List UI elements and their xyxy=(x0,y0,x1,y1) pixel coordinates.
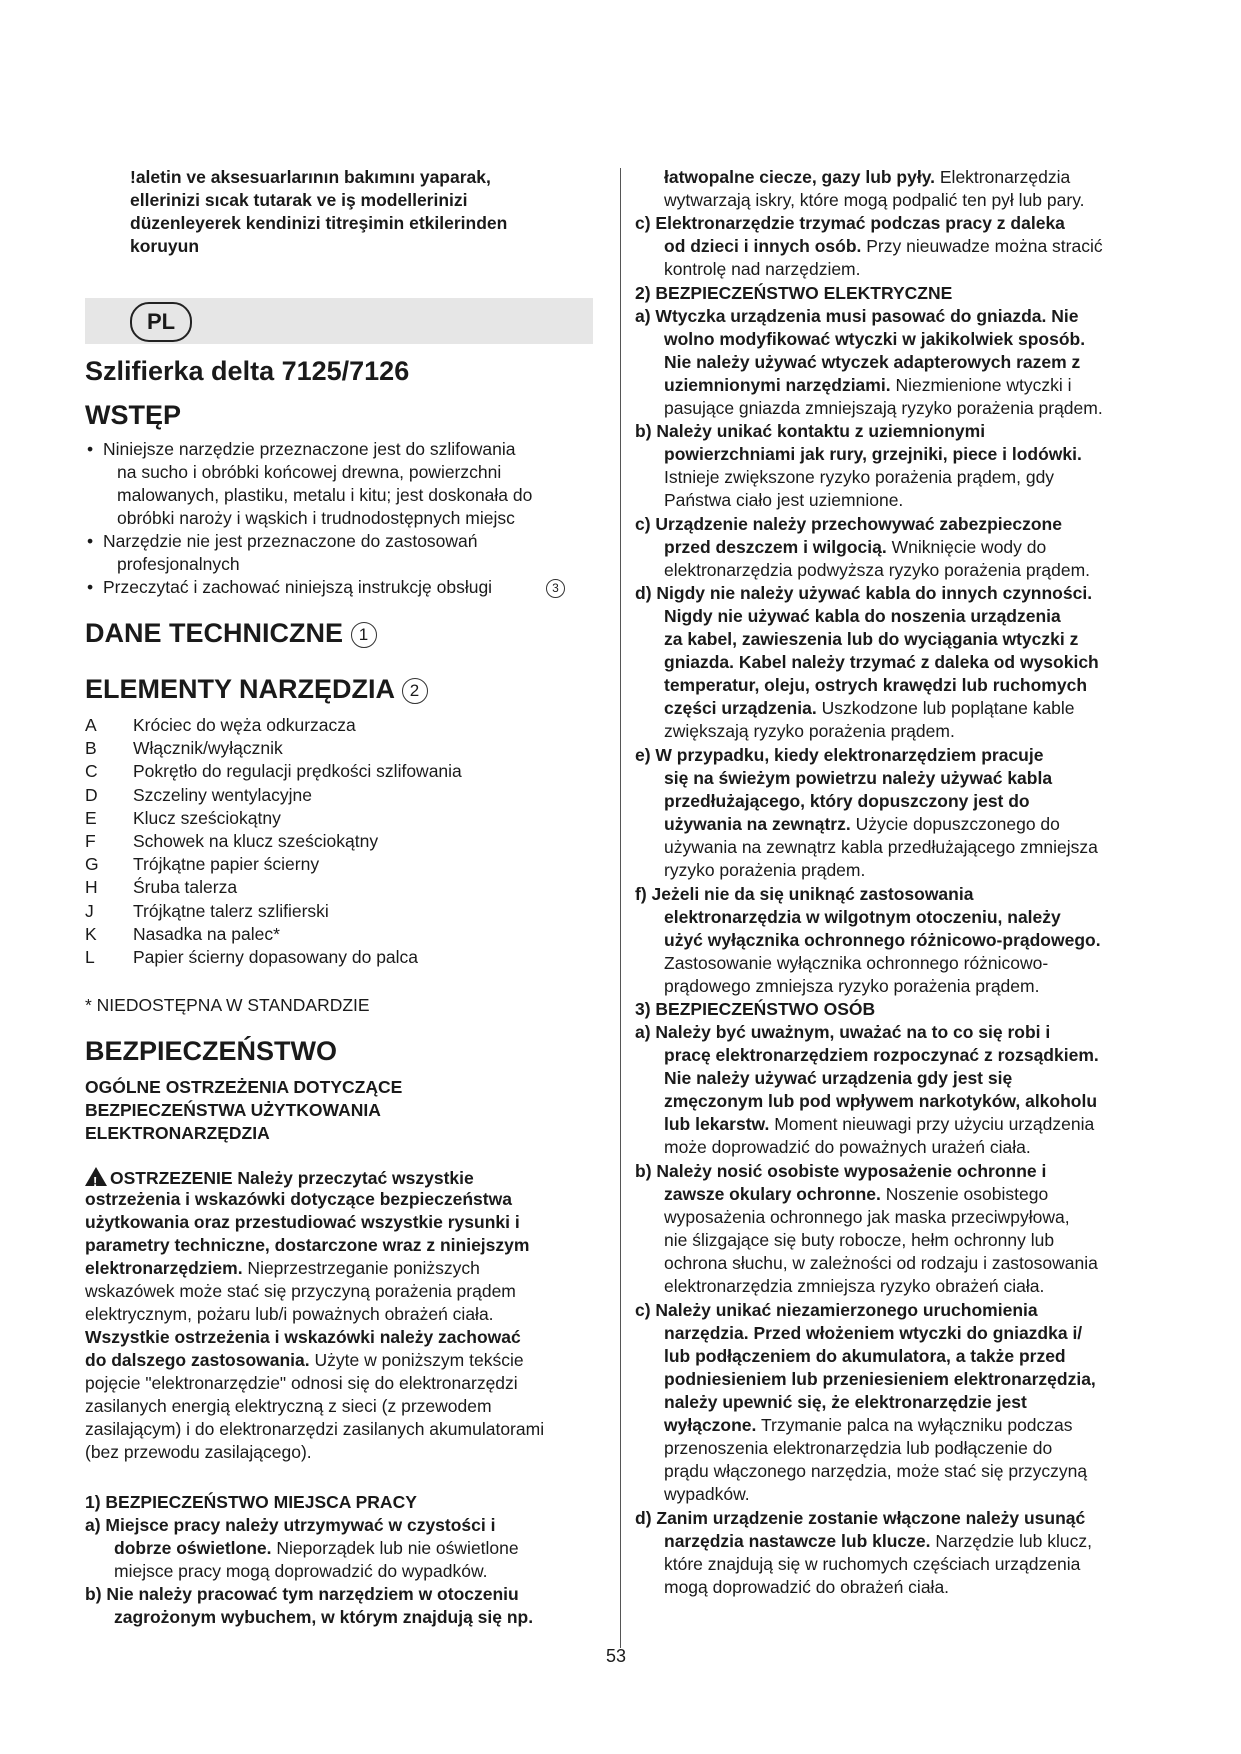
r-line xyxy=(664,1183,1048,1206)
section-heading-elementy xyxy=(85,674,428,705)
r-line xyxy=(664,1530,1092,1553)
r-normal: Elektronarzędzia xyxy=(935,167,1071,187)
warning-label: OSTRZEZENIE xyxy=(110,1168,233,1188)
part-description: Śruba talerza xyxy=(133,877,238,898)
s1-normal: Nieporządek lub nie oświetlone xyxy=(271,1538,519,1558)
r-line: d) Nigdy nie należy używać kabla do innych czynności. xyxy=(635,583,1093,603)
part-description: Nasadka na palec* xyxy=(133,923,280,944)
r-bold: części urządzenia. xyxy=(664,698,817,718)
s1-line: b) Nie należy pracować tym narzędziem w otoczeniu xyxy=(85,1584,519,1604)
section-heading-bezp: BEZPIECZEŃSTWO xyxy=(85,1036,338,1066)
r-line: może doprowadzić do poważnych urażeń ciała. xyxy=(664,1137,1031,1157)
r-line: za kabel, zawieszenia lub do wyciągania wtyczki z xyxy=(664,629,1079,649)
r-line: Istnieje zwiększone ryzyko porażenia prądem, gdy xyxy=(664,467,1055,487)
r-line: przedłużającego, który dopuszczony jest do xyxy=(664,791,1030,811)
r-line: f) Jeżeli nie da się uniknąć zastosowania xyxy=(635,884,974,904)
dane-heading-text: DANE TECHNICZNE xyxy=(85,618,344,648)
turkish-line: !aletin ve aksesuarlarının bakımını yaparak, xyxy=(130,167,491,187)
r-normal: Trzymanie palca na wyłączniku podczas xyxy=(756,1415,1073,1435)
warning-line: ostrzeżenia i wskazówki dotyczące bezpieczeństwa xyxy=(85,1189,512,1209)
warning-line: elektrycznym, pożaru lub/i poważnych obrażeń ciała. xyxy=(85,1304,494,1324)
r-bold: zawsze okulary ochronne. xyxy=(664,1184,881,1204)
part-letter: D xyxy=(85,784,98,805)
r-line: wolno modyfikować wtyczki w jakikolwiek sposób. xyxy=(664,329,1086,349)
s1-line xyxy=(114,1537,519,1560)
figure-ref-3: 3 xyxy=(546,579,565,598)
r-line: zmęczonym lub pod wpływem narkotyków, alkoholu xyxy=(664,1091,1098,1111)
keep-line xyxy=(85,1349,524,1372)
part-letter: G xyxy=(85,854,99,875)
r-normal: Moment nieuwagi przy użyciu urządzenia xyxy=(769,1114,1095,1134)
part-letter: F xyxy=(85,831,96,851)
r-line xyxy=(664,1414,1073,1437)
r-line: d) Zanim urządzenie zostanie włączone należy usunąć xyxy=(635,1508,1086,1528)
figure-ref-1: 1 xyxy=(351,622,377,648)
r-line: nie ślizgające się buty robocze, hełm ochronny lub xyxy=(664,1230,1055,1250)
r-line: Nie należy używać urządzenia gdy jest się xyxy=(664,1068,1013,1088)
r-line: elektronarzędzia podwyższa ryzyko porażenia prądem. xyxy=(664,560,1091,580)
r-line xyxy=(664,374,1071,397)
r-line: pasujące gniazda zmniejszają ryzyko porażenia prądem. xyxy=(664,398,1103,418)
r-normal: Noszenie osobistego xyxy=(880,1184,1049,1204)
r-line: wypadków. xyxy=(664,1484,750,1504)
r-line: b) Należy unikać kontaktu z uziemnionymi xyxy=(635,421,986,441)
warning-line xyxy=(85,1257,480,1280)
warning-bold: elektronarzędziem. xyxy=(85,1258,243,1278)
r-normal: Niezmienione wtyczki i xyxy=(890,375,1072,395)
r-line: zwiększają ryzyko porażenia prądem. xyxy=(664,721,955,741)
r-line: elektronarzędzia w wilgotnym otoczeniu, należy xyxy=(664,907,1061,927)
bullet-text: na sucho i obróbki końcowej drewna, powierzchni xyxy=(117,462,502,482)
r-normal: Narzędzie lub klucz, xyxy=(930,1531,1092,1551)
r-line: gniazda. Kabel należy trzymać z daleka od wysokich xyxy=(664,652,1099,672)
r-bold: lub lekarstw. xyxy=(664,1114,770,1134)
r-bold: od dzieci i innych osób. xyxy=(664,236,862,256)
language-bar xyxy=(85,298,593,344)
bullet-text: Przeczytać i zachować niniejszą instrukcję obsługi xyxy=(103,577,493,597)
r-normal: Przy nieuwadze można stracić xyxy=(861,236,1103,256)
part-description: Trójkątne talerz szlifierski xyxy=(133,900,329,921)
r-line: prądowego zmniejsza ryzyko porażenia prądem. xyxy=(664,976,1040,996)
r-line: należy upewnić się, że elektronarzędzie jest xyxy=(664,1392,1027,1412)
elementy-heading-text: ELEMENTY NARZĘDZIA xyxy=(85,674,395,704)
r-line: używania na zewnątrz kabla przedłużającego zmniejsza xyxy=(664,837,1098,857)
part-letter: A xyxy=(85,715,97,735)
r-line: narzędzia. Przed włożeniem wtyczki do gniazdka i/ xyxy=(664,1323,1083,1343)
section-3-heading: 3) BEZPIECZEŃSTWO OSÓB xyxy=(635,999,876,1019)
r-line: a) Należy być uważnym, uważać na to co się robi i xyxy=(635,1022,1051,1042)
r-line: Zastosowanie wyłącznika ochronnego różnicowo- xyxy=(664,953,1049,973)
footnote: * NIEDOSTĘPNA W STANDARDZIE xyxy=(85,995,370,1015)
part-description: Trójkątne papier ścierny xyxy=(133,854,320,875)
column-divider xyxy=(620,168,621,1648)
keep-line: zasilanych energią elektryczną z sieci (z przewodem xyxy=(85,1396,492,1416)
bullet-text: obróbki naroży i wąskich i trudnodostępnych miejsc xyxy=(117,508,515,528)
subheading-line: OGÓLNE OSTRZEŻENIA DOTYCZĄCE xyxy=(85,1077,403,1097)
s1-bold: dobrze oświetlone. xyxy=(114,1538,272,1558)
subheading-line: ELEKTRONARZĘDZIA xyxy=(85,1123,270,1143)
r-line: c) Urządzenie należy przechowywać zabezpieczone xyxy=(635,514,1062,534)
keep-normal: Użyte w poniższym tekście xyxy=(309,1350,524,1370)
r-line: Państwa ciało jest uziemnione. xyxy=(664,490,904,510)
bullet-text: Niniejsze narzędzie przeznaczone jest do szlifowania xyxy=(103,439,516,459)
r-line: ryzyko porażenia prądem. xyxy=(664,860,866,880)
language-badge: PL xyxy=(130,302,192,342)
r-line: wyposażenia ochronnego jak maska przeciwpyłowa, xyxy=(664,1207,1070,1227)
r-bold: wyłączone. xyxy=(664,1415,757,1435)
r-line: b) Należy nosić osobiste wyposażenie ochronne i xyxy=(635,1161,1047,1181)
bullet-text: malowanych, plastiku, metalu i kitu; jest doskonała do xyxy=(117,485,533,505)
part-description: Klucz sześciokątny xyxy=(133,807,281,828)
section-2-heading: 2) BEZPIECZEŃSTWO ELEKTRYCZNE xyxy=(635,283,953,303)
keep-line: Wszystkie ostrzeżenia i wskazówki należy zachować xyxy=(85,1327,521,1347)
r-bold: przed deszczem i wilgocią. xyxy=(664,537,887,557)
part-letter: C xyxy=(85,761,98,782)
s1-line: a) Miejsce pracy należy utrzymywać w czystości i xyxy=(85,1515,496,1535)
warning-line xyxy=(85,1165,474,1190)
part-letter: B xyxy=(85,738,97,759)
r-line: mogą doprowadzić do obrażeń ciała. xyxy=(664,1577,950,1597)
warning-icon xyxy=(85,1167,107,1186)
r-line xyxy=(664,235,1103,258)
r-normal: Uszkodzone lub poplątane kable xyxy=(816,698,1075,718)
keep-line: pojęcie "elektronarzędzie" odnosi się do elektronarzędzi xyxy=(85,1373,518,1393)
r-line: kontrolę nad narzędziem. xyxy=(664,259,861,279)
warning-line: użytkowania oraz przestudiować wszystkie rysunki i xyxy=(85,1212,520,1232)
bullet-dot: • xyxy=(87,577,94,597)
r-line: temperatur, oleju, ostrych krawędzi lub ruchomych xyxy=(664,675,1088,695)
r-bold: narzędzia nastawcze lub klucze. xyxy=(664,1531,931,1551)
part-description: Pokrętło do regulacji prędkości szlifowania xyxy=(133,761,462,782)
r-line: e) W przypadku, kiedy elektronarzędziem pracuje xyxy=(635,745,1044,765)
turkish-line: ellerinizi sıcak tutarak ve iş modellerinizi xyxy=(130,190,468,210)
r-normal: Wniknięcie wody do xyxy=(886,537,1047,557)
r-line: podniesieniem lub przeniesieniem elektronarzędzia, xyxy=(664,1369,1096,1389)
r-bold: łatwopalne ciecze, gazy lub pyły. xyxy=(664,167,936,187)
turkish-line: düzenleyerek kendinizi titreşimin etkilerinden xyxy=(130,213,508,233)
section-heading-dane xyxy=(85,618,377,649)
keep-bold: do dalszego zastosowania. xyxy=(85,1350,310,1370)
r-bold: uziemnionymi narzędziami. xyxy=(664,375,891,395)
bullet-text: profesjonalnych xyxy=(117,554,240,574)
r-line: c) Należy unikać niezamierzonego uruchomienia xyxy=(635,1300,1038,1320)
part-description: Papier ścierny dopasowany do palca xyxy=(133,947,419,967)
part-description: Włącznik/wyłącznik xyxy=(133,738,283,759)
r-line: lub podłączeniem do akumulatora, a także przed xyxy=(664,1346,1066,1366)
part-letter: E xyxy=(85,807,97,828)
r-line: powierzchniami jak rury, grzejniki, piece i lodówki. xyxy=(664,444,1082,464)
r-line: pracę elektronarzędziem rozpoczynać z rozsądkiem. xyxy=(664,1045,1099,1065)
keep-line: (bez przewodu zasilającego). xyxy=(85,1442,312,1462)
part-letter: J xyxy=(85,900,94,921)
r-line: użyć wyłącznika ochronnego różnicowo-prądowego. xyxy=(664,930,1101,950)
bullet-text: Narzędzie nie jest przeznaczone do zastosowań xyxy=(103,531,478,551)
r-line: prądu włączonego narzędzia, może stać się przyczyną xyxy=(664,1461,1088,1481)
r-normal: Użycie dopuszczonego do xyxy=(850,814,1060,834)
r-line: c) Elektronarzędzie trzymać podczas pracy z daleka xyxy=(635,213,1065,233)
r-line: wytwarzają iskry, które mogą podpalić ten pył lub pary. xyxy=(664,190,1085,210)
r-line: elektronarzędzia zmniejsza ryzyko obrażeń ciała. xyxy=(664,1276,1045,1296)
part-letter: H xyxy=(85,877,98,898)
r-line: które znajdują się w ruchomych częściach urządzenia xyxy=(664,1554,1081,1574)
r-line xyxy=(664,1113,1094,1136)
r-bold: używania na zewnątrz. xyxy=(664,814,851,834)
section-1-heading: 1) BEZPIECZEŃSTWO MIEJSCA PRACY xyxy=(85,1492,417,1512)
s1-line: miejsce pracy mogą doprowadzić do wypadków. xyxy=(114,1561,488,1581)
part-description: Szczeliny wentylacyjne xyxy=(133,784,312,805)
subheading-line: BEZPIECZEŃSTWA UŻYTKOWANIA xyxy=(85,1100,381,1120)
section-heading-wstep: WSTĘP xyxy=(85,400,182,430)
part-description: Króciec do węża odkurzacza xyxy=(133,715,356,735)
r-line: przenoszenia elektronarzędzia lub podłączenie do xyxy=(664,1438,1053,1458)
figure-ref-2: 2 xyxy=(402,678,428,704)
part-letter: L xyxy=(85,947,95,967)
r-line: ochrona słuchu, w zależności od rodzaju i zastosowania xyxy=(664,1253,1098,1273)
part-description: Schowek na klucz sześciokątny xyxy=(133,831,379,851)
r-line: Nigdy nie używać kabla do noszenia urządzenia xyxy=(664,606,1061,626)
keep-line: zasilającym) i do elektronarzędzi zasilanych akumulatorami xyxy=(85,1419,545,1439)
r-line: Nie należy używać wtyczek adapterowych razem z xyxy=(664,352,1081,372)
bullet-dot: • xyxy=(87,531,94,551)
page-number: 53 xyxy=(606,1646,627,1666)
r-line xyxy=(664,166,1070,189)
product-title: Szlifierka delta 7125/7126 xyxy=(85,356,410,386)
r-line xyxy=(664,813,1060,836)
r-line: a) Wtyczka urządzenia musi pasować do gniazda. Nie xyxy=(635,306,1079,326)
r-line xyxy=(664,697,1075,720)
warning-line: wskazówek może stać się przyczyną porażenia prądem xyxy=(85,1281,516,1301)
warning-line: parametry techniczne, dostarczone wraz z niniejszym xyxy=(85,1235,530,1255)
warning-text: Należy przeczytać wszystkie xyxy=(232,1168,474,1188)
warning-normal: Nieprzestrzeganie poniższych xyxy=(242,1258,480,1278)
r-line: się na świeżym powietrzu należy używać kabla xyxy=(664,768,1053,788)
r-line xyxy=(664,536,1046,559)
part-letter: K xyxy=(85,923,97,944)
s1-line: zagrożonym wybuchem, w którym znajdują się np. xyxy=(114,1607,534,1627)
bullet-dot: • xyxy=(87,439,94,459)
turkish-line: koruyun xyxy=(130,236,200,256)
